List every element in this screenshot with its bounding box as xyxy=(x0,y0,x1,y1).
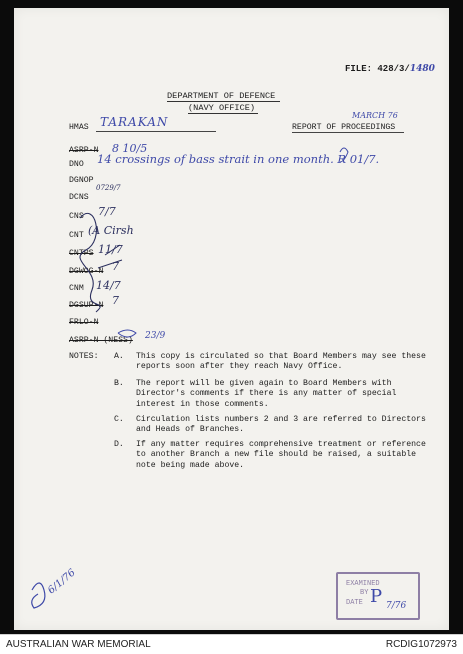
notes-label: NOTES: xyxy=(69,352,99,361)
routing-code: CNS xyxy=(69,212,84,221)
routing-code: DGSUP-N xyxy=(69,301,104,310)
archive-footer xyxy=(0,634,463,654)
signature-date: 6/1/76 xyxy=(46,567,78,597)
report-period: MARCH 76 xyxy=(352,111,398,120)
stamp-by: BY xyxy=(360,589,369,597)
routing-annotation: 7/7 xyxy=(98,205,116,218)
report-title: REPORT OF PROCEEDINGS xyxy=(292,123,396,132)
routing-annotation: 7 xyxy=(112,294,119,307)
note-letter: D. xyxy=(114,440,124,449)
note-text: If any matter requires comprehensive treatment or reference to another Branch a new file should be raised, a suitable note being made above. xyxy=(136,440,426,470)
stamp-examined: EXAMINED xyxy=(346,580,380,588)
routing-code: FRLO-N xyxy=(69,318,99,327)
office-heading: (NAVY OFFICE) xyxy=(188,103,256,113)
initials-scribble xyxy=(340,148,348,162)
file-reference-handwritten: 1480 xyxy=(409,64,435,74)
note-text: This copy is circulated so that Board Members may see these reports soon after they reach Navy Office. xyxy=(136,352,426,372)
initials-scribble xyxy=(80,213,100,312)
routing-annotation: 11/7 xyxy=(98,243,123,256)
file-reference-printed: FILE: 428/3/ xyxy=(345,64,410,74)
signature-mark xyxy=(32,583,45,608)
routing-annotation: (A Cirsh xyxy=(88,224,134,237)
routing-code: DGNOP xyxy=(69,176,94,185)
note-text: Circulation lists numbers 2 and 3 are referred to Directors and Heads of Branches. xyxy=(136,415,426,435)
note-letter: C. xyxy=(114,415,124,424)
note-letter: A. xyxy=(114,352,124,361)
routing-code: DGWOG-N xyxy=(69,267,104,276)
department-heading: DEPARTMENT OF DEFENCE xyxy=(167,91,276,101)
stamp-initials: P xyxy=(370,586,383,607)
initials-scribble xyxy=(118,330,136,337)
examined-stamp xyxy=(336,572,420,620)
routing-annotation: 14/7 xyxy=(96,279,121,292)
routing-code: CNM xyxy=(69,284,84,293)
ship-name: TARAKAN xyxy=(100,115,169,129)
routing-code: DCNS xyxy=(69,193,89,202)
routing-annotation: 8 10/5 xyxy=(112,142,148,155)
routing-code: CNT xyxy=(69,231,84,240)
routing-code: DNO xyxy=(69,160,84,169)
initials-scribble xyxy=(98,245,122,268)
note-letter: B. xyxy=(114,379,124,388)
footer-record-id: RCDIG1072973 xyxy=(385,639,457,650)
stamp-date: 7/76 xyxy=(386,601,407,611)
routing-annotation: 14 crossings of bass strait in one month. R 01/7. xyxy=(97,152,380,166)
routing-annotation: 7 xyxy=(112,260,119,273)
routing-annotation: 0729/7 xyxy=(96,184,121,192)
stamp-date-label: DATE xyxy=(346,599,363,607)
routing-code: ASRP-N xyxy=(69,146,99,155)
routing-code: ASRP-N (NESS) xyxy=(69,336,133,345)
note-text: The report will be given again to Board Members with Director's comments if there is any matter of special interest in those comments. xyxy=(136,379,397,409)
footer-institution: AUSTRALIAN WAR MEMORIAL xyxy=(6,639,151,650)
routing-code: CNTPS xyxy=(69,249,94,258)
ship-label: HMAS xyxy=(69,123,89,132)
routing-annotation: 23/9 xyxy=(145,331,166,341)
